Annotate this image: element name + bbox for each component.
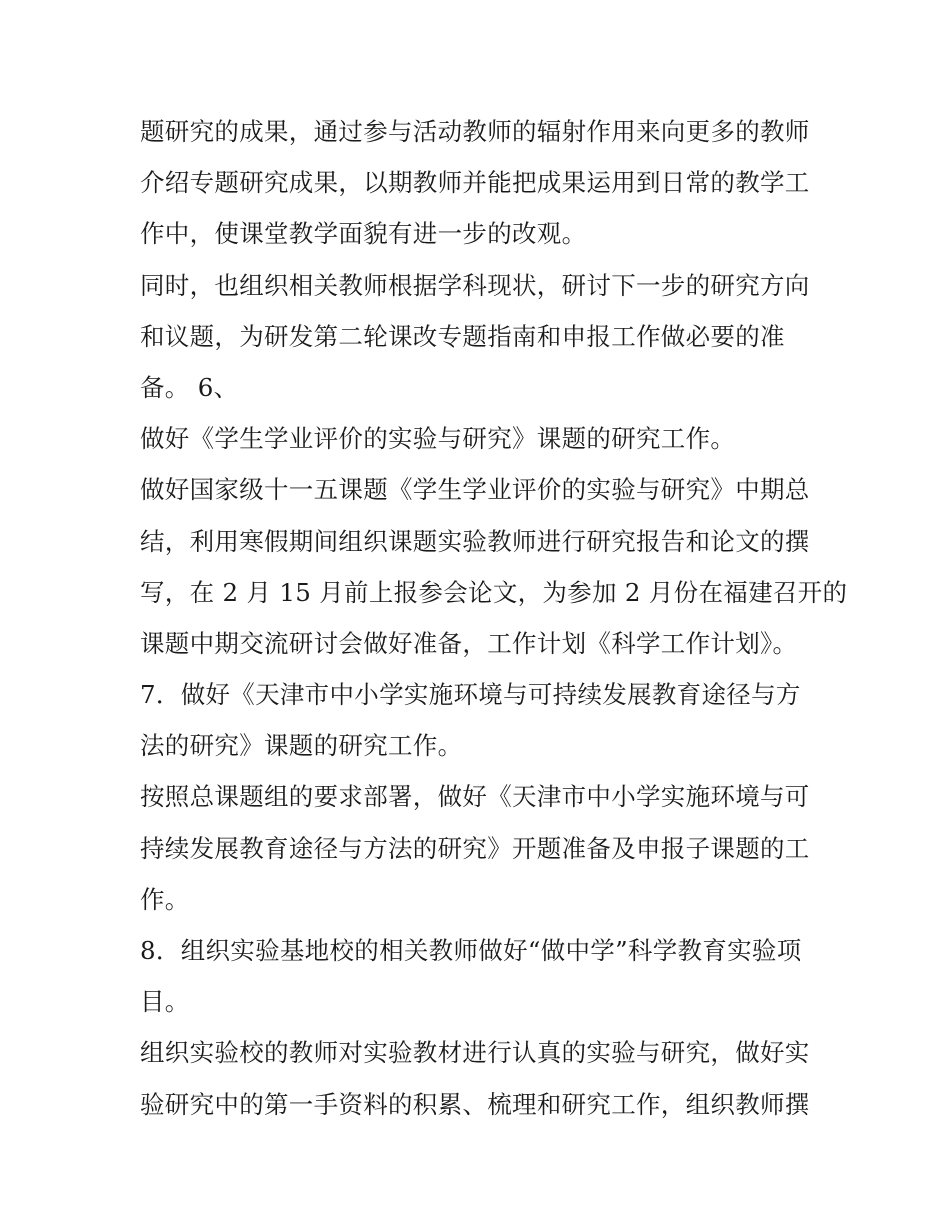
text-line-15: 持续发展教育途径与方法的研究》开题准备及申报子课题的工 <box>140 833 810 863</box>
text-line-8: 做好国家级十一五课题《学生学业评价的实验与研究》中期总 <box>140 475 810 505</box>
text-line-1: 题研究的成果，通过参与活动教师的辐射作用来向更多的教师 <box>140 117 810 146</box>
text-line-19: 组织实验校的教师对实验教材进行认真的实验与研究，做好实 <box>140 1038 810 1068</box>
text-line-20: 验研究中的第一手资料的积累、梳理和研究工作，组织教师撰 <box>140 1089 810 1119</box>
text-line-2: 介绍专题研究成果，以期教师并能把成果运用到日常的教学工 <box>140 168 810 198</box>
text-line-18: 目。 <box>140 987 190 1017</box>
text-line-6: 备。 6、 <box>140 372 239 402</box>
text-line-12: 7．做好《天津市中小学实施环境与可持续发展教育途径与方 <box>140 680 801 710</box>
text-line-11: 课题中期交流研讨会做好准备，工作计划《科学工作计划》。 <box>140 628 798 658</box>
text-line-9: 结，利用寒假期间组织课题实验教师进行研究报告和论文的撰 <box>140 526 810 556</box>
document-body <box>140 106 848 1130</box>
text-line-3: 作中，使课堂教学面貌有进一步的改观。 <box>140 219 587 249</box>
text-line-17: 8．组织实验基地校的相关教师做好“做中学”科学教育实验项 <box>140 936 802 965</box>
text-line-16: 作。 <box>140 884 190 914</box>
text-line-10: 写，在 2 月 15 月前上报参会论文，为参加 2 月份在福建召开的 <box>140 577 848 607</box>
text-line-4: 同时，也组织相关教师根据学科现状，研讨下一步的研究方向 <box>140 270 810 300</box>
text-line-5: 和议题，为研发第二轮课改专题指南和申报工作做必要的准 <box>140 321 785 351</box>
text-line-14: 按照总课题组的要求部署，做好《天津市中小学实施环境与可 <box>140 782 810 812</box>
text-line-13: 法的研究》课题的研究工作。 <box>140 731 463 761</box>
text-line-7: 做好《学生学业评价的实验与研究》课题的研究工作。 <box>140 424 736 454</box>
